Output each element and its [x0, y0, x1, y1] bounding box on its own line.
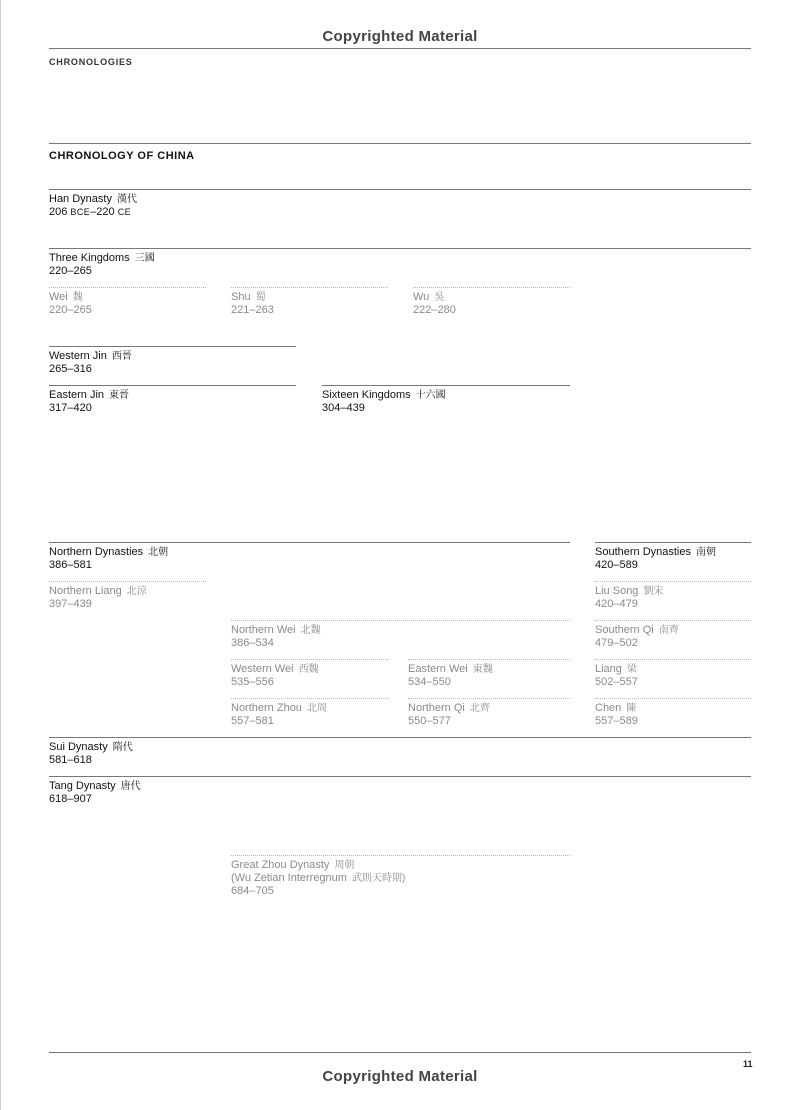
eastern-jin-rule — [49, 385, 296, 386]
entry-three-kingdoms — [49, 252, 155, 278]
era-ce: CE — [117, 207, 131, 217]
liang-divider — [595, 659, 751, 660]
entry-name: Liang — [595, 663, 622, 675]
section-label: CHRONOLOGIES — [49, 57, 133, 67]
entry-years: 550–577 — [408, 715, 451, 727]
entry-years: 557–589 — [595, 715, 638, 727]
entry-years: 534–550 — [408, 676, 451, 688]
entry-cjk: 梁 — [626, 664, 637, 675]
entry-western-jin — [49, 350, 132, 376]
entry-cjk: 南朝 — [696, 547, 716, 558]
entry-years: 557–581 — [231, 715, 274, 727]
entry-name: Northern Qi — [408, 702, 465, 714]
entry-great-zhou-dynasty — [231, 859, 405, 898]
year-start: 206 — [49, 206, 68, 218]
entry-western-wei — [231, 663, 319, 689]
entry-name: Wu — [413, 291, 430, 303]
western-jin-rule — [49, 346, 296, 347]
entry-years: 684–705 — [231, 885, 274, 897]
entry-cjk: 蜀 — [255, 292, 266, 303]
entry-name: Shu — [231, 291, 251, 303]
entry-northern-qi — [408, 702, 490, 728]
entry-name: Northern Zhou — [231, 702, 302, 714]
entry-name: Western Jin — [49, 350, 107, 362]
entry-name: Eastern Wei — [408, 663, 468, 675]
entry-years: 220–265 — [49, 304, 92, 316]
wu-divider — [413, 287, 570, 288]
title-rule — [49, 143, 751, 144]
entry-cjk: 唐代 — [120, 781, 141, 792]
northern-wei-divider — [231, 620, 570, 621]
entry-name: Great Zhou Dynasty — [231, 859, 330, 871]
entry-name: Northern Dynasties — [49, 546, 144, 558]
entry-note: (Wu Zetian Interregnum — [231, 872, 347, 884]
entry-name: Eastern Jin — [49, 389, 105, 401]
era-bce: BCE — [70, 207, 91, 217]
entry-cjk: 西晉 — [111, 351, 132, 362]
entry-name: Chen — [595, 702, 622, 714]
sui-rule — [49, 737, 751, 738]
entry-name: Sui Dynasty — [49, 741, 108, 753]
entry-eastern-jin — [49, 389, 129, 415]
header-rule — [49, 48, 751, 49]
entry-name: Han Dynasty — [49, 193, 112, 205]
entry-years: 420–589 — [595, 559, 638, 571]
southern-qi-divider — [595, 620, 751, 621]
entry-sui-dynasty — [49, 741, 133, 767]
entry-name: Wei — [49, 291, 68, 303]
entry-han-dynasty — [49, 193, 137, 219]
chen-divider — [595, 698, 751, 699]
entry-name: Southern Dynasties — [595, 546, 691, 558]
entry-years: 221–263 — [231, 304, 274, 316]
watermark-top: Copyrighted Material — [322, 28, 478, 45]
year-end: 220 — [96, 206, 115, 218]
entry-years: 502–557 — [595, 676, 638, 688]
entry-years: 220–265 — [49, 265, 92, 277]
entry-cjk: 北涼 — [126, 586, 147, 597]
entry-wu — [413, 291, 456, 317]
year-dash: – — [90, 206, 97, 218]
entry-cjk: 北朝 — [148, 547, 169, 558]
entry-years: 581–618 — [49, 754, 92, 766]
page-title: CHRONOLOGY OF CHINA — [49, 150, 195, 162]
entry-name: Southern Qi — [595, 624, 654, 636]
tang-rule — [49, 776, 751, 777]
northern-liang-divider — [49, 581, 206, 582]
entry-name: Tang Dynasty — [49, 780, 116, 792]
entry-cjk: 北齊 — [469, 703, 490, 714]
entry-years: 386–534 — [231, 637, 274, 649]
entry-cjk: 魏 — [72, 292, 83, 303]
entry-cjk: 隋代 — [112, 742, 133, 753]
eastern-wei-divider — [408, 659, 570, 660]
entry-name: Three Kingdoms — [49, 252, 130, 264]
entry-name: Northern Wei — [231, 624, 296, 636]
entry-note-cjk: 武則天時期) — [351, 873, 406, 884]
great-zhou-divider — [231, 855, 570, 856]
entry-cjk: 西魏 — [298, 664, 319, 675]
entry-eastern-wei — [408, 663, 493, 689]
entry-chen — [595, 702, 638, 728]
entry-northern-wei — [231, 624, 321, 650]
liu-song-divider — [595, 581, 751, 582]
entry-cjk: 周朝 — [334, 860, 355, 871]
entry-years: 420–479 — [595, 598, 638, 610]
sixteen-kingdoms-rule — [322, 385, 570, 386]
southern-dynasties-rule — [595, 542, 751, 543]
entry-name: Northern Liang — [49, 585, 122, 597]
entry-cjk: 南齊 — [658, 625, 679, 636]
entry-years: 479–502 — [595, 637, 638, 649]
entry-years: 386–581 — [49, 559, 92, 571]
entry-southern-dynasties — [595, 546, 716, 572]
entry-tang-dynasty — [49, 780, 141, 806]
entry-shu — [231, 291, 274, 317]
entry-cjk: 北周 — [306, 703, 327, 714]
entry-years: 222–280 — [413, 304, 456, 316]
wei-divider — [49, 287, 206, 288]
northern-qi-divider — [408, 698, 570, 699]
entry-name: Western Wei — [231, 663, 294, 675]
entry-cjk: 北魏 — [300, 625, 321, 636]
northern-zhou-divider — [231, 698, 388, 699]
entry-name: Sixteen Kingdoms — [322, 389, 411, 401]
entry-name: Liu Song — [595, 585, 639, 597]
entry-southern-qi — [595, 624, 679, 650]
footer-rule — [49, 1052, 751, 1053]
entry-northern-dynasties — [49, 546, 168, 572]
entry-cjk: 漢代 — [116, 194, 137, 205]
entry-cjk: 三國 — [134, 253, 155, 264]
entry-years: 618–907 — [49, 793, 92, 805]
entry-years: 265–316 — [49, 363, 92, 375]
entry-cjk: 吳 — [434, 292, 445, 303]
entry-northern-zhou — [231, 702, 327, 728]
entry-years: 397–439 — [49, 598, 92, 610]
entry-years: 535–556 — [231, 676, 274, 688]
entry-years: 317–420 — [49, 402, 92, 414]
entry-cjk: 東晉 — [109, 390, 130, 401]
entry-cjk: 陳 — [626, 703, 637, 714]
watermark-bottom: Copyrighted Material — [322, 1068, 478, 1085]
entry-northern-liang — [49, 585, 147, 611]
shu-divider — [231, 287, 388, 288]
entry-cjk: 劉宋 — [643, 586, 664, 597]
entry-wei — [49, 291, 92, 317]
entry-sixteen-kingdoms — [322, 389, 446, 415]
entry-years: 304–439 — [322, 402, 365, 414]
entry-liang — [595, 663, 638, 689]
entry-liu-song — [595, 585, 663, 611]
page-number: 11 — [743, 1059, 753, 1069]
northern-dynasties-rule — [49, 542, 570, 543]
three-kingdoms-rule — [49, 248, 751, 249]
entry-cjk: 十六國 — [415, 390, 446, 401]
han-rule — [49, 189, 751, 190]
entry-cjk: 東魏 — [472, 664, 493, 675]
western-wei-divider — [231, 659, 388, 660]
